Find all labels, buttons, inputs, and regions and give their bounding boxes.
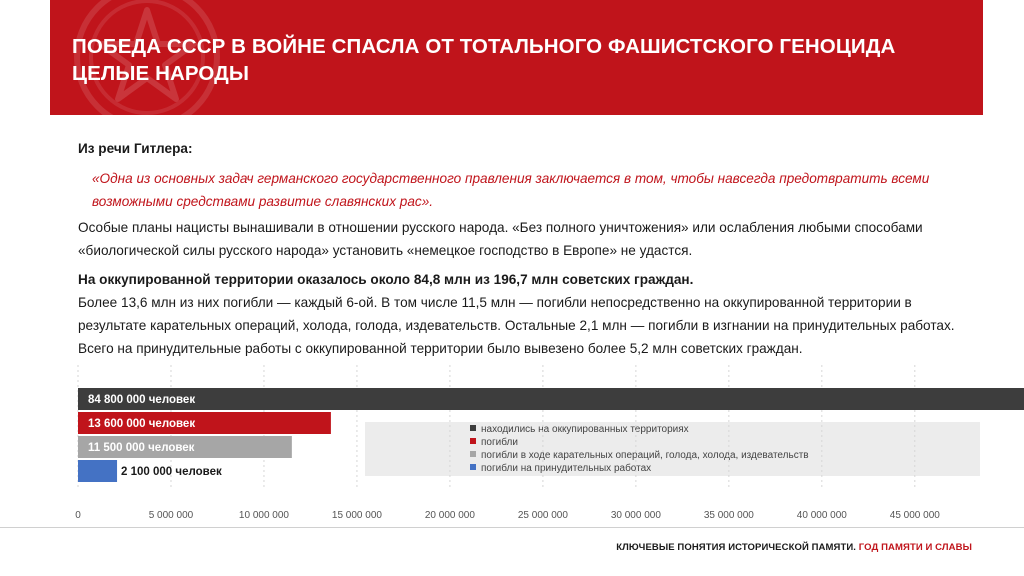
data-label: 2 100 000 человек (121, 466, 222, 478)
page-title: ПОБЕДА СССР В ВОЙНЕ СПАСЛА ОТ ТОТАЛЬНОГО ФАШИСТСКОГО ГЕНОЦИДА ЦЕЛЫЕ НАРОДЫ (72, 35, 896, 85)
x-tick-label: 15 000 000 (331, 510, 382, 521)
x-tick-label: 30 000 000 (610, 510, 661, 521)
hitler-heading: Из речи Гитлера: (78, 141, 193, 156)
footer-accent: ГОД ПАМЯТИ И СЛАВЫ (858, 542, 972, 553)
header-banner (50, 0, 983, 115)
paragraph-plans: Особые планы нацисты вынашивали в отношении русского народа. «Без полного уничтожения» или ослабления любыми способами «биологической силы русского народа» установить «немецкое господство в Европе» не удастся. (78, 220, 923, 258)
legend-label: погибли в ходе карательных операций, голода, холода, издевательств (481, 450, 809, 461)
legend-label: погибли на принудительных работах (481, 463, 652, 474)
footer-text: КЛЮЧЕВЫЕ ПОНЯТИЯ ИСТОРИЧЕСКОЙ ПАМЯТИ. (616, 542, 857, 553)
bar (78, 460, 117, 482)
legend-label: погибли (481, 437, 518, 448)
hitler-quote: «Одна из основных задач германского государственного правления заключается в том, чтобы навсегда предотвратить всеми возможными средствами развитие славянских рас». (92, 171, 930, 209)
bar (78, 388, 1024, 410)
x-tick-label: 45 000 000 (889, 510, 940, 521)
data-label: 84 800 000 человек (88, 394, 196, 406)
x-tick-label: 40 000 000 (796, 510, 847, 521)
x-tick-label: 20 000 000 (424, 510, 475, 521)
footer-divider (0, 527, 1024, 528)
x-tick-label: 35 000 000 (703, 510, 754, 521)
paragraph-losses: Более 13,6 млн из них погибли — каждый 6-ой. В том числе 11,5 млн — погибли непосредственно на оккупированной территории в результате карательных операций, холода, голода, издевательств. Остальные 2,1 млн — погибли в изгнании на принудительных работах. Всего на принудительные работы с оккупированной территории было вывезено более 5,2 млн советских граждан. (78, 295, 955, 356)
data-label: 11 500 000 человек (88, 442, 195, 454)
occupation-bar-chart (0, 360, 1024, 530)
x-tick-label: 10 000 000 (238, 510, 289, 521)
x-tick-label: 5 000 000 (148, 510, 194, 521)
x-tick-label: 0 (75, 510, 81, 521)
x-tick-label: 25 000 000 (517, 510, 568, 521)
data-label: 13 600 000 человек (88, 418, 196, 430)
occupied-heading: На оккупированной территории оказалось около 84,8 млн из 196,7 млн советских граждан. (78, 272, 694, 287)
footer (616, 542, 972, 553)
legend-label: находились на оккупированных территориях (481, 424, 689, 435)
